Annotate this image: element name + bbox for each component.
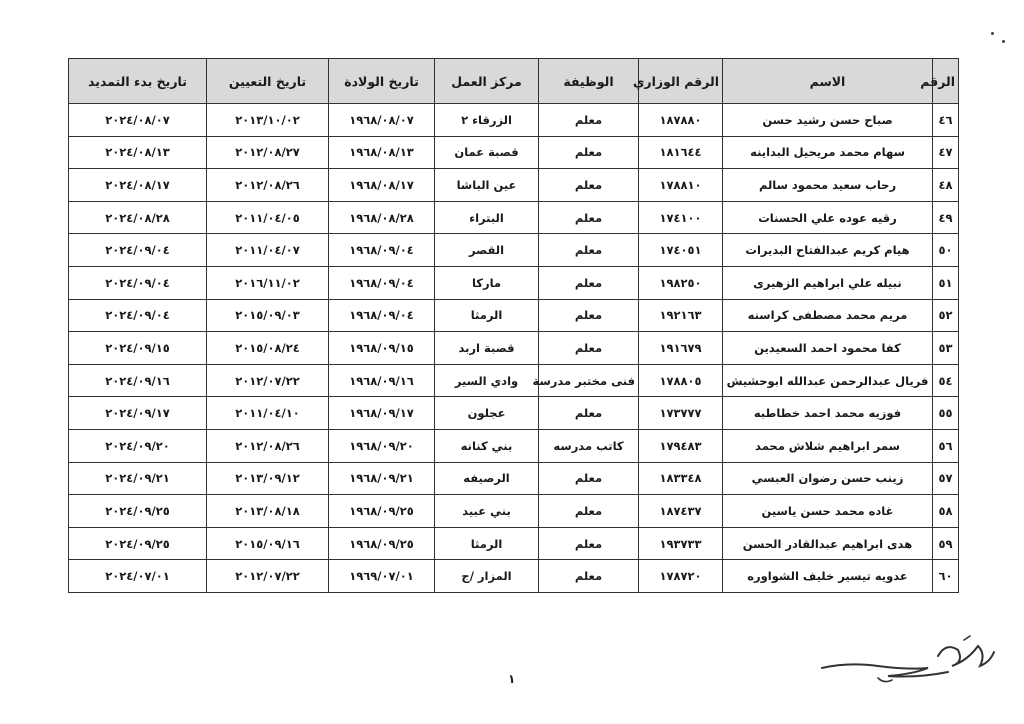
table-row <box>69 495 959 528</box>
cell-job: معلم <box>539 332 639 365</box>
cell-serial: ٥٩ <box>933 527 959 560</box>
cell-extension-start: ٢٠٢٤/٠٨/٠٧ <box>69 104 207 137</box>
table-row <box>69 332 959 365</box>
cell-name: كفا محمود احمد السعيدين <box>723 332 933 365</box>
cell-appointment-date: ٢٠١٦/١١/٠٢ <box>207 266 329 299</box>
cell-extension-start: ٢٠٢٤/٠٨/١٧ <box>69 169 207 202</box>
cell-ministry-number: ١٧٤٠٥١ <box>639 234 723 267</box>
cell-serial: ٤٦ <box>933 104 959 137</box>
table-header-row <box>69 59 959 104</box>
cell-name: مريم محمد مصطفى كراسنه <box>723 299 933 332</box>
cell-work-center: الرمثا <box>435 527 539 560</box>
cell-appointment-date: ٢٠١٢/٠٨/٢٦ <box>207 429 329 462</box>
table-row <box>69 201 959 234</box>
scan-speck <box>1002 40 1005 43</box>
table-row <box>69 169 959 202</box>
cell-job: معلم <box>539 299 639 332</box>
cell-appointment-date: ٢٠١١/٠٤/٠٧ <box>207 234 329 267</box>
table-row <box>69 462 959 495</box>
cell-serial: ٦٠ <box>933 560 959 593</box>
cell-appointment-date: ٢٠١٥/٠٩/٠٣ <box>207 299 329 332</box>
employee-extension-table <box>68 58 959 593</box>
table-row <box>69 104 959 137</box>
header-serial: الرقم <box>933 59 959 104</box>
cell-appointment-date: ٢٠١٣/١٠/٠٢ <box>207 104 329 137</box>
cell-serial: ٥٤ <box>933 364 959 397</box>
cell-birth-date: ١٩٦٨/٠٩/٢٥ <box>329 527 435 560</box>
table-row <box>69 527 959 560</box>
cell-ministry-number: ١٩٢١٦٣ <box>639 299 723 332</box>
cell-extension-start: ٢٠٢٤/٠٩/١٥ <box>69 332 207 365</box>
cell-birth-date: ١٩٦٨/٠٩/٢٥ <box>329 495 435 528</box>
cell-job: معلم <box>539 201 639 234</box>
cell-extension-start: ٢٠٢٤/٠٩/٢٠ <box>69 429 207 462</box>
cell-job: معلم <box>539 462 639 495</box>
cell-ministry-number: ١٧٩٤٨٣ <box>639 429 723 462</box>
table-row <box>69 266 959 299</box>
cell-appointment-date: ٢٠١١/٠٤/١٠ <box>207 397 329 430</box>
cell-serial: ٥٨ <box>933 495 959 528</box>
cell-ministry-number: ١٨١٦٤٤ <box>639 136 723 169</box>
cell-job: معلم <box>539 397 639 430</box>
cell-name: سهام محمد مريحيل البداينه <box>723 136 933 169</box>
cell-name: رحاب سعيد محمود سالم <box>723 169 933 202</box>
cell-appointment-date: ٢٠١٢/٠٨/٢٦ <box>207 169 329 202</box>
cell-work-center: بني عبيد <box>435 495 539 528</box>
header-birth-date: تاريخ الولادة <box>329 59 435 104</box>
cell-name: زينب حسن رضوان العبسي <box>723 462 933 495</box>
table-row <box>69 364 959 397</box>
cell-birth-date: ١٩٦٨/٠٨/٢٨ <box>329 201 435 234</box>
cell-extension-start: ٢٠٢٤/٠٩/٢١ <box>69 462 207 495</box>
cell-ministry-number: ١٧٨٨٠٥ <box>639 364 723 397</box>
header-extension-start: تاريخ بدء التمديد <box>69 59 207 104</box>
cell-work-center: البتراء <box>435 201 539 234</box>
cell-ministry-number: ١٩١٦٧٩ <box>639 332 723 365</box>
cell-extension-start: ٢٠٢٤/٠٩/٢٥ <box>69 527 207 560</box>
cell-birth-date: ١٩٦٨/٠٩/١٥ <box>329 332 435 365</box>
cell-name: هيام كريم عبدالفتاح البديرات <box>723 234 933 267</box>
cell-work-center: الزرقاء ٢ <box>435 104 539 137</box>
cell-job: معلم <box>539 234 639 267</box>
cell-extension-start: ٢٠٢٤/٠٩/٠٤ <box>69 266 207 299</box>
cell-work-center: المزار /ج <box>435 560 539 593</box>
cell-appointment-date: ٢٠١٣/٠٩/١٢ <box>207 462 329 495</box>
cell-name: فريال عبدالرحمن عبدالله ابوحشيش <box>723 364 933 397</box>
table-row <box>69 560 959 593</box>
cell-serial: ٥٠ <box>933 234 959 267</box>
cell-ministry-number: ١٨٣٣٤٨ <box>639 462 723 495</box>
header-appointment-date: تاريخ التعيين <box>207 59 329 104</box>
cell-work-center: عجلون <box>435 397 539 430</box>
cell-birth-date: ١٩٦٨/٠٨/١٧ <box>329 169 435 202</box>
cell-extension-start: ٢٠٢٤/٠٨/٢٨ <box>69 201 207 234</box>
cell-ministry-number: ١٧٨٧٢٠ <box>639 560 723 593</box>
cell-serial: ٥٣ <box>933 332 959 365</box>
cell-job: فنى مختبر مدرسة <box>539 364 639 397</box>
table-row <box>69 234 959 267</box>
cell-extension-start: ٢٠٢٤/٠٩/١٦ <box>69 364 207 397</box>
header-name: الاسم <box>723 59 933 104</box>
cell-work-center: قصبة عمان <box>435 136 539 169</box>
cell-name: هدى ابراهيم عبدالقادر الحسن <box>723 527 933 560</box>
cell-name: فوزيه محمد احمد خطاطبه <box>723 397 933 430</box>
page-number: ١ <box>508 672 516 686</box>
cell-serial: ٤٨ <box>933 169 959 202</box>
cell-ministry-number: ١٩٣٧٣٣ <box>639 527 723 560</box>
table-row <box>69 136 959 169</box>
cell-ministry-number: ١٧٨٨١٠ <box>639 169 723 202</box>
cell-work-center: ماركا <box>435 266 539 299</box>
table-row <box>69 397 959 430</box>
cell-extension-start: ٢٠٢٤/٠٩/٠٤ <box>69 299 207 332</box>
cell-appointment-date: ٢٠١٣/٠٨/١٨ <box>207 495 329 528</box>
cell-work-center: القصر <box>435 234 539 267</box>
cell-work-center: الرمثا <box>435 299 539 332</box>
cell-ministry-number: ١٩٨٢٥٠ <box>639 266 723 299</box>
cell-serial: ٥٧ <box>933 462 959 495</box>
cell-job: معلم <box>539 136 639 169</box>
cell-ministry-number: ١٧٣٧٧٧ <box>639 397 723 430</box>
cell-appointment-date: ٢٠١٥/٠٩/١٦ <box>207 527 329 560</box>
cell-birth-date: ١٩٦٨/٠٩/١٦ <box>329 364 435 397</box>
cell-birth-date: ١٩٦٨/٠٨/١٣ <box>329 136 435 169</box>
cell-job: معلم <box>539 495 639 528</box>
cell-appointment-date: ٢٠١١/٠٤/٠٥ <box>207 201 329 234</box>
cell-job: كاتب مدرسه <box>539 429 639 462</box>
cell-job: معلم <box>539 527 639 560</box>
cell-birth-date: ١٩٦٨/٠٩/٢١ <box>329 462 435 495</box>
cell-extension-start: ٢٠٢٤/٠٨/١٣ <box>69 136 207 169</box>
cell-job: معلم <box>539 266 639 299</box>
cell-birth-date: ١٩٦٨/٠٩/٠٤ <box>329 234 435 267</box>
cell-appointment-date: ٢٠١٥/٠٨/٢٤ <box>207 332 329 365</box>
cell-birth-date: ١٩٦٨/٠٨/٠٧ <box>329 104 435 137</box>
cell-serial: ٥٥ <box>933 397 959 430</box>
cell-extension-start: ٢٠٢٤/٠٩/٠٤ <box>69 234 207 267</box>
cell-extension-start: ٢٠٢٤/٠٩/٢٥ <box>69 495 207 528</box>
cell-name: صباح حسن رشيد حسن <box>723 104 933 137</box>
cell-birth-date: ١٩٦٨/٠٩/١٧ <box>329 397 435 430</box>
cell-name: رقيه عوده علي الحسنات <box>723 201 933 234</box>
cell-serial: ٥٢ <box>933 299 959 332</box>
cell-ministry-number: ١٧٤١٠٠ <box>639 201 723 234</box>
cell-birth-date: ١٩٦٨/٠٩/٠٤ <box>329 266 435 299</box>
cell-serial: ٥١ <box>933 266 959 299</box>
signature-scribble <box>818 632 998 692</box>
header-ministry-number: الرقم الوزاري <box>639 59 723 104</box>
cell-job: معلم <box>539 560 639 593</box>
cell-birth-date: ١٩٦٩/٠٧/٠١ <box>329 560 435 593</box>
cell-name: غاده محمد حسن ياسين <box>723 495 933 528</box>
cell-appointment-date: ٢٠١٢/٠٧/٢٢ <box>207 560 329 593</box>
cell-appointment-date: ٢٠١٢/٠٧/٢٢ <box>207 364 329 397</box>
cell-ministry-number: ١٨٧٨٨٠ <box>639 104 723 137</box>
cell-serial: ٤٧ <box>933 136 959 169</box>
cell-work-center: الرصيفه <box>435 462 539 495</box>
header-job: الوظيفة <box>539 59 639 104</box>
cell-job: معلم <box>539 104 639 137</box>
cell-serial: ٥٦ <box>933 429 959 462</box>
cell-extension-start: ٢٠٢٤/٠٩/١٧ <box>69 397 207 430</box>
scan-speck <box>991 32 994 35</box>
cell-birth-date: ١٩٦٨/٠٩/٢٠ <box>329 429 435 462</box>
cell-name: سمر ابراهيم شلاش محمد <box>723 429 933 462</box>
cell-serial: ٤٩ <box>933 201 959 234</box>
cell-birth-date: ١٩٦٨/٠٩/٠٤ <box>329 299 435 332</box>
table-body <box>69 104 959 593</box>
cell-ministry-number: ١٨٧٤٣٧ <box>639 495 723 528</box>
table-row <box>69 299 959 332</box>
cell-work-center: بني كنانه <box>435 429 539 462</box>
cell-work-center: وادي السير <box>435 364 539 397</box>
cell-name: نبيله علي ابراهيم الزهيرى <box>723 266 933 299</box>
cell-extension-start: ٢٠٢٤/٠٧/٠١ <box>69 560 207 593</box>
header-work-center: مركز العمل <box>435 59 539 104</box>
cell-appointment-date: ٢٠١٢/٠٨/٢٧ <box>207 136 329 169</box>
cell-name: عدويه تيسير خليف الشواوره <box>723 560 933 593</box>
cell-work-center: قصبة اربد <box>435 332 539 365</box>
cell-work-center: عين الباشا <box>435 169 539 202</box>
cell-job: معلم <box>539 169 639 202</box>
table-row <box>69 429 959 462</box>
